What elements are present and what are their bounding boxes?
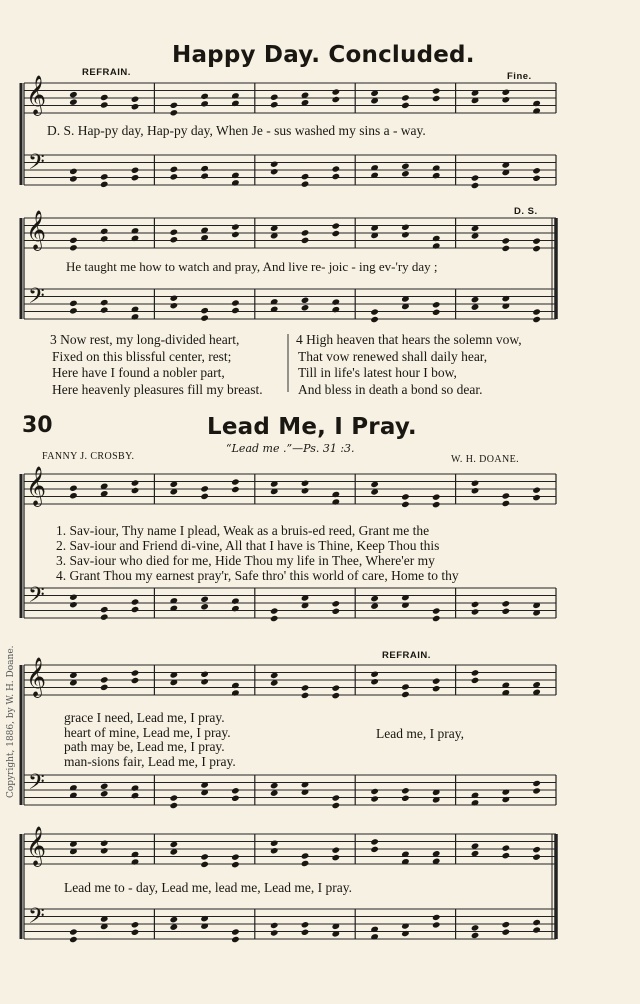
- note-head: [200, 93, 209, 100]
- verse-line: 3. Sav-iour who died for me, Hide Thou my life in Thee, Where'er my: [56, 553, 435, 568]
- note-head: [471, 932, 480, 939]
- note-head: [69, 168, 78, 175]
- note-head: [170, 229, 179, 236]
- note-head: [432, 685, 441, 692]
- note-head: [401, 930, 410, 937]
- composer-credit: W. H. DOANE.: [451, 454, 520, 465]
- note-head: [100, 613, 109, 620]
- note-head: [532, 308, 541, 315]
- note-head: [332, 88, 341, 95]
- note-head: [502, 237, 511, 244]
- note-head: [471, 601, 480, 608]
- note-head: [471, 669, 480, 676]
- note-head: [301, 929, 310, 936]
- note-head: [301, 852, 310, 859]
- treble-clef: 𝄞: [26, 466, 47, 506]
- note-head: [200, 307, 209, 314]
- note-head: [170, 802, 179, 809]
- note-head: [231, 478, 240, 485]
- note-head: [69, 594, 78, 601]
- note-head: [231, 689, 240, 696]
- verse-4-line: And bless in death a bond so dear.: [298, 381, 483, 397]
- bass-clef: 𝄢: [28, 904, 45, 934]
- note-head: [69, 601, 78, 608]
- note-head: [270, 782, 279, 789]
- note-head: [471, 677, 480, 684]
- note-head: [432, 677, 441, 684]
- note-head: [301, 860, 310, 867]
- note-head: [401, 163, 410, 170]
- final-lyric-line: Lead me to - day, Lead me, lead me, Lead me, I pray.: [64, 880, 352, 895]
- note-head: [332, 222, 341, 229]
- note-head: [471, 174, 480, 181]
- note-head: [131, 677, 140, 684]
- refrain-label-top: REFRAIN.: [82, 67, 131, 78]
- note-head: [502, 796, 511, 803]
- note-head: [131, 921, 140, 928]
- note-head: [100, 235, 109, 242]
- note-head: [170, 794, 179, 801]
- verse-3: [50, 332, 263, 398]
- note-head: [200, 314, 209, 321]
- refrain-words: Lead me, I pray,: [376, 726, 464, 741]
- continuation-line: heart of mine, Lead me, I pray.: [64, 724, 231, 740]
- note-head: [401, 501, 410, 508]
- note-head: [69, 244, 78, 251]
- note-head: [69, 91, 78, 98]
- note-head: [69, 175, 78, 182]
- note-head: [532, 926, 541, 933]
- note-head: [401, 795, 410, 802]
- note-head: [332, 173, 341, 180]
- note-head: [301, 487, 310, 494]
- note-head: [432, 921, 441, 928]
- note-head: [131, 598, 140, 605]
- note-head: [131, 487, 140, 494]
- note-head: [471, 608, 480, 615]
- note-head: [370, 316, 379, 323]
- note-head: [301, 304, 310, 311]
- note-head: [332, 230, 341, 237]
- note-head: [100, 94, 109, 101]
- note-head: [532, 245, 541, 252]
- note-head: [231, 787, 240, 794]
- note-head: [532, 919, 541, 926]
- note-head: [301, 480, 310, 487]
- note-head: [532, 780, 541, 787]
- note-head: [332, 608, 341, 615]
- note-head: [270, 607, 279, 614]
- treble-clef: 𝄞: [26, 210, 47, 250]
- note-head: [131, 669, 140, 676]
- hymn-title-top: Happy Day. Concluded.: [172, 42, 475, 68]
- note-head: [502, 89, 511, 96]
- note-head: [231, 299, 240, 306]
- note-head: [131, 174, 140, 181]
- note-head: [170, 166, 179, 173]
- note-head: [532, 494, 541, 501]
- note-head: [170, 102, 179, 109]
- note-head: [170, 916, 179, 923]
- note-head: [69, 98, 78, 105]
- note-head: [131, 103, 140, 110]
- note-head: [301, 237, 310, 244]
- verse-3-line: Fixed on this blissful center, rest;: [52, 348, 232, 364]
- note-head: [69, 485, 78, 492]
- note-head: [432, 501, 441, 508]
- note-head: [100, 173, 109, 180]
- note-head: [100, 676, 109, 683]
- verse-3-line: Here heavenly pleasures fill my breast.: [52, 381, 263, 397]
- note-head: [100, 790, 109, 797]
- note-head: [231, 861, 240, 868]
- treble-clef: 𝄞: [26, 75, 47, 115]
- note-head: [471, 487, 480, 494]
- treble-clef: 𝄞: [26, 657, 47, 697]
- verse-line: 4. Grant Thou my earnest pray'r, Safe thro' this world of care, Home to thy: [56, 568, 459, 583]
- note-head: [301, 692, 310, 699]
- note-head: [401, 683, 410, 690]
- note-head: [100, 840, 109, 847]
- note-head: [532, 237, 541, 244]
- note-head: [370, 602, 379, 609]
- note-head: [170, 302, 179, 309]
- note-head: [532, 846, 541, 853]
- note-head: [69, 492, 78, 499]
- note-head: [301, 180, 310, 187]
- note-head: [270, 615, 279, 622]
- note-head: [131, 167, 140, 174]
- note-head: [270, 847, 279, 854]
- note-head: [502, 852, 511, 859]
- note-head: [270, 101, 279, 108]
- note-head: [170, 236, 179, 243]
- note-head: [532, 100, 541, 107]
- note-head: [200, 100, 209, 107]
- note-head: [100, 299, 109, 306]
- verse-4-line: 4 High heaven that hears the solemn vow,: [296, 332, 522, 347]
- note-head: [432, 301, 441, 308]
- note-head: [100, 181, 109, 188]
- note-head: [370, 838, 379, 845]
- note-head: [401, 224, 410, 231]
- note-head: [332, 794, 341, 801]
- note-head: [301, 297, 310, 304]
- verse-3-line: 3 Now rest, my long-divided heart,: [50, 332, 240, 347]
- note-head: [270, 929, 279, 936]
- note-head: [502, 500, 511, 507]
- note-head: [231, 682, 240, 689]
- note-head: [532, 175, 541, 182]
- verse-4: [296, 332, 522, 398]
- note-head: [200, 165, 209, 172]
- note-head: [69, 928, 78, 935]
- verse-line: 1. Sav-iour, Thy name I plead, Weak as a bruis-ed reed, Grant me the: [56, 523, 430, 538]
- note-head: [170, 923, 179, 930]
- note-head: [200, 603, 209, 610]
- note-head: [432, 164, 441, 171]
- bass-clef: 𝄢: [28, 770, 45, 800]
- bass-clef: 𝄢: [28, 150, 45, 180]
- lyric-line-top-2: He taught me how to watch and pray, And live re- joic - ing ev-'ry day ;: [66, 259, 438, 274]
- note-head: [270, 922, 279, 929]
- note-head: [471, 480, 480, 487]
- note-head: [370, 308, 379, 315]
- note-head: [270, 789, 279, 796]
- note-head: [401, 787, 410, 794]
- note-head: [502, 928, 511, 935]
- note-head: [532, 107, 541, 114]
- note-head: [471, 296, 480, 303]
- continuation-line: man-sions fair, Lead me, I pray.: [64, 753, 236, 769]
- verse-4-line: Till in life's latest hour I bow,: [298, 365, 457, 380]
- note-head: [69, 237, 78, 244]
- note-head: [100, 684, 109, 691]
- note-head: [332, 600, 341, 607]
- note-head: [131, 851, 140, 858]
- note-head: [471, 303, 480, 310]
- note-head: [200, 485, 209, 492]
- note-head: [131, 479, 140, 486]
- note-head: [301, 173, 310, 180]
- note-head: [432, 309, 441, 316]
- note-head: [131, 792, 140, 799]
- note-head: [332, 854, 341, 861]
- note-head: [332, 692, 341, 699]
- note-head: [432, 914, 441, 921]
- note-head: [370, 678, 379, 685]
- verse-block: [56, 523, 459, 583]
- ds-label: D. S.: [514, 206, 538, 217]
- note-head: [131, 784, 140, 791]
- continuation-block: [64, 711, 236, 769]
- note-head: [432, 615, 441, 622]
- note-head: [200, 596, 209, 603]
- note-head: [370, 795, 379, 802]
- note-head: [100, 783, 109, 790]
- note-head: [131, 96, 140, 103]
- note-head: [532, 167, 541, 174]
- note-head: [332, 165, 341, 172]
- note-head: [301, 684, 310, 691]
- author-credit: FANNY J. CROSBY.: [42, 451, 135, 462]
- note-head: [532, 787, 541, 794]
- note-head: [401, 493, 410, 500]
- note-head: [401, 691, 410, 698]
- continuation-line: path may be, Lead me, I pray.: [64, 739, 225, 754]
- note-head: [502, 600, 511, 607]
- note-head: [231, 853, 240, 860]
- refrain-label-bottom: REFRAIN.: [382, 650, 431, 661]
- verse-4-line: That vow renewed shall daily hear,: [298, 348, 488, 364]
- note-head: [370, 595, 379, 602]
- note-head: [332, 96, 341, 103]
- note-head: [332, 846, 341, 853]
- note-head: [231, 795, 240, 802]
- note-head: [370, 788, 379, 795]
- note-head: [532, 486, 541, 493]
- note-head: [270, 94, 279, 101]
- note-head: [502, 844, 511, 851]
- verse-line: 2. Sav-iour and Friend di-vine, All that I have is Thine, Keep Thou this: [56, 538, 440, 553]
- fine-label: Fine.: [507, 71, 532, 82]
- note-head: [502, 245, 511, 252]
- note-head: [401, 170, 410, 177]
- note-head: [502, 608, 511, 615]
- note-head: [69, 936, 78, 943]
- note-head: [231, 223, 240, 230]
- note-head: [231, 936, 240, 943]
- note-head: [270, 168, 279, 175]
- note-head: [432, 493, 441, 500]
- note-head: [502, 921, 511, 928]
- note-head: [432, 87, 441, 94]
- note-head: [532, 316, 541, 323]
- note-head: [200, 853, 209, 860]
- note-head: [502, 788, 511, 795]
- note-head: [69, 300, 78, 307]
- note-head: [270, 840, 279, 847]
- note-head: [401, 94, 410, 101]
- verse-3-line: Here have I found a nobler part,: [52, 365, 225, 380]
- note-head: [270, 161, 279, 168]
- note-head: [432, 172, 441, 179]
- note-head: [471, 924, 480, 931]
- note-head: [432, 607, 441, 614]
- note-head: [332, 802, 341, 809]
- note-head: [231, 928, 240, 935]
- note-head: [471, 182, 480, 189]
- note-head: [200, 172, 209, 179]
- note-head: [432, 95, 441, 102]
- note-head: [370, 671, 379, 678]
- note-head: [532, 853, 541, 860]
- note-head: [401, 922, 410, 929]
- hymn-number: 30: [22, 413, 53, 438]
- note-head: [332, 491, 341, 498]
- note-head: [502, 492, 511, 499]
- note-head: [332, 298, 341, 305]
- note-head: [100, 101, 109, 108]
- note-head: [100, 228, 109, 235]
- note-head: [131, 858, 140, 865]
- copyright-notice: Copyright, 1886, by W. H. Doane.: [6, 645, 16, 798]
- note-head: [170, 109, 179, 116]
- note-head: [131, 606, 140, 613]
- scripture-ref: “Lead me .”—Ps. 31 :3.: [226, 442, 355, 455]
- note-head: [231, 307, 240, 314]
- note-head: [332, 684, 341, 691]
- continuation-line: grace I need, Lead me, I pray.: [64, 710, 225, 725]
- lyric-line-top-1: D. S. Hap-py day, Hap-py day, When Je - sus washed my sins a - way.: [47, 123, 426, 138]
- note-head: [332, 306, 341, 313]
- hymn-title-bottom: Lead Me, I Pray.: [207, 414, 417, 440]
- note-head: [401, 102, 410, 109]
- bass-clef: 𝄢: [28, 583, 45, 613]
- note-head: [200, 678, 209, 685]
- note-head: [301, 229, 310, 236]
- note-head: [231, 605, 240, 612]
- note-head: [200, 861, 209, 868]
- note-head: [100, 847, 109, 854]
- note-head: [370, 846, 379, 853]
- note-head: [332, 498, 341, 505]
- note-head: [131, 929, 140, 936]
- note-head: [502, 96, 511, 103]
- note-head: [200, 493, 209, 500]
- note-head: [200, 671, 209, 678]
- note-head: [432, 242, 441, 249]
- note-head: [301, 921, 310, 928]
- note-head: [432, 235, 441, 242]
- note-head: [231, 597, 240, 604]
- treble-clef: 𝄞: [26, 826, 47, 866]
- note-head: [69, 307, 78, 314]
- note-head: [231, 231, 240, 238]
- note-head: [100, 306, 109, 313]
- note-head: [170, 295, 179, 302]
- note-head: [401, 231, 410, 238]
- bass-clef: 𝄢: [28, 284, 45, 314]
- note-head: [170, 173, 179, 180]
- note-head: [231, 486, 240, 493]
- note-head: [100, 606, 109, 613]
